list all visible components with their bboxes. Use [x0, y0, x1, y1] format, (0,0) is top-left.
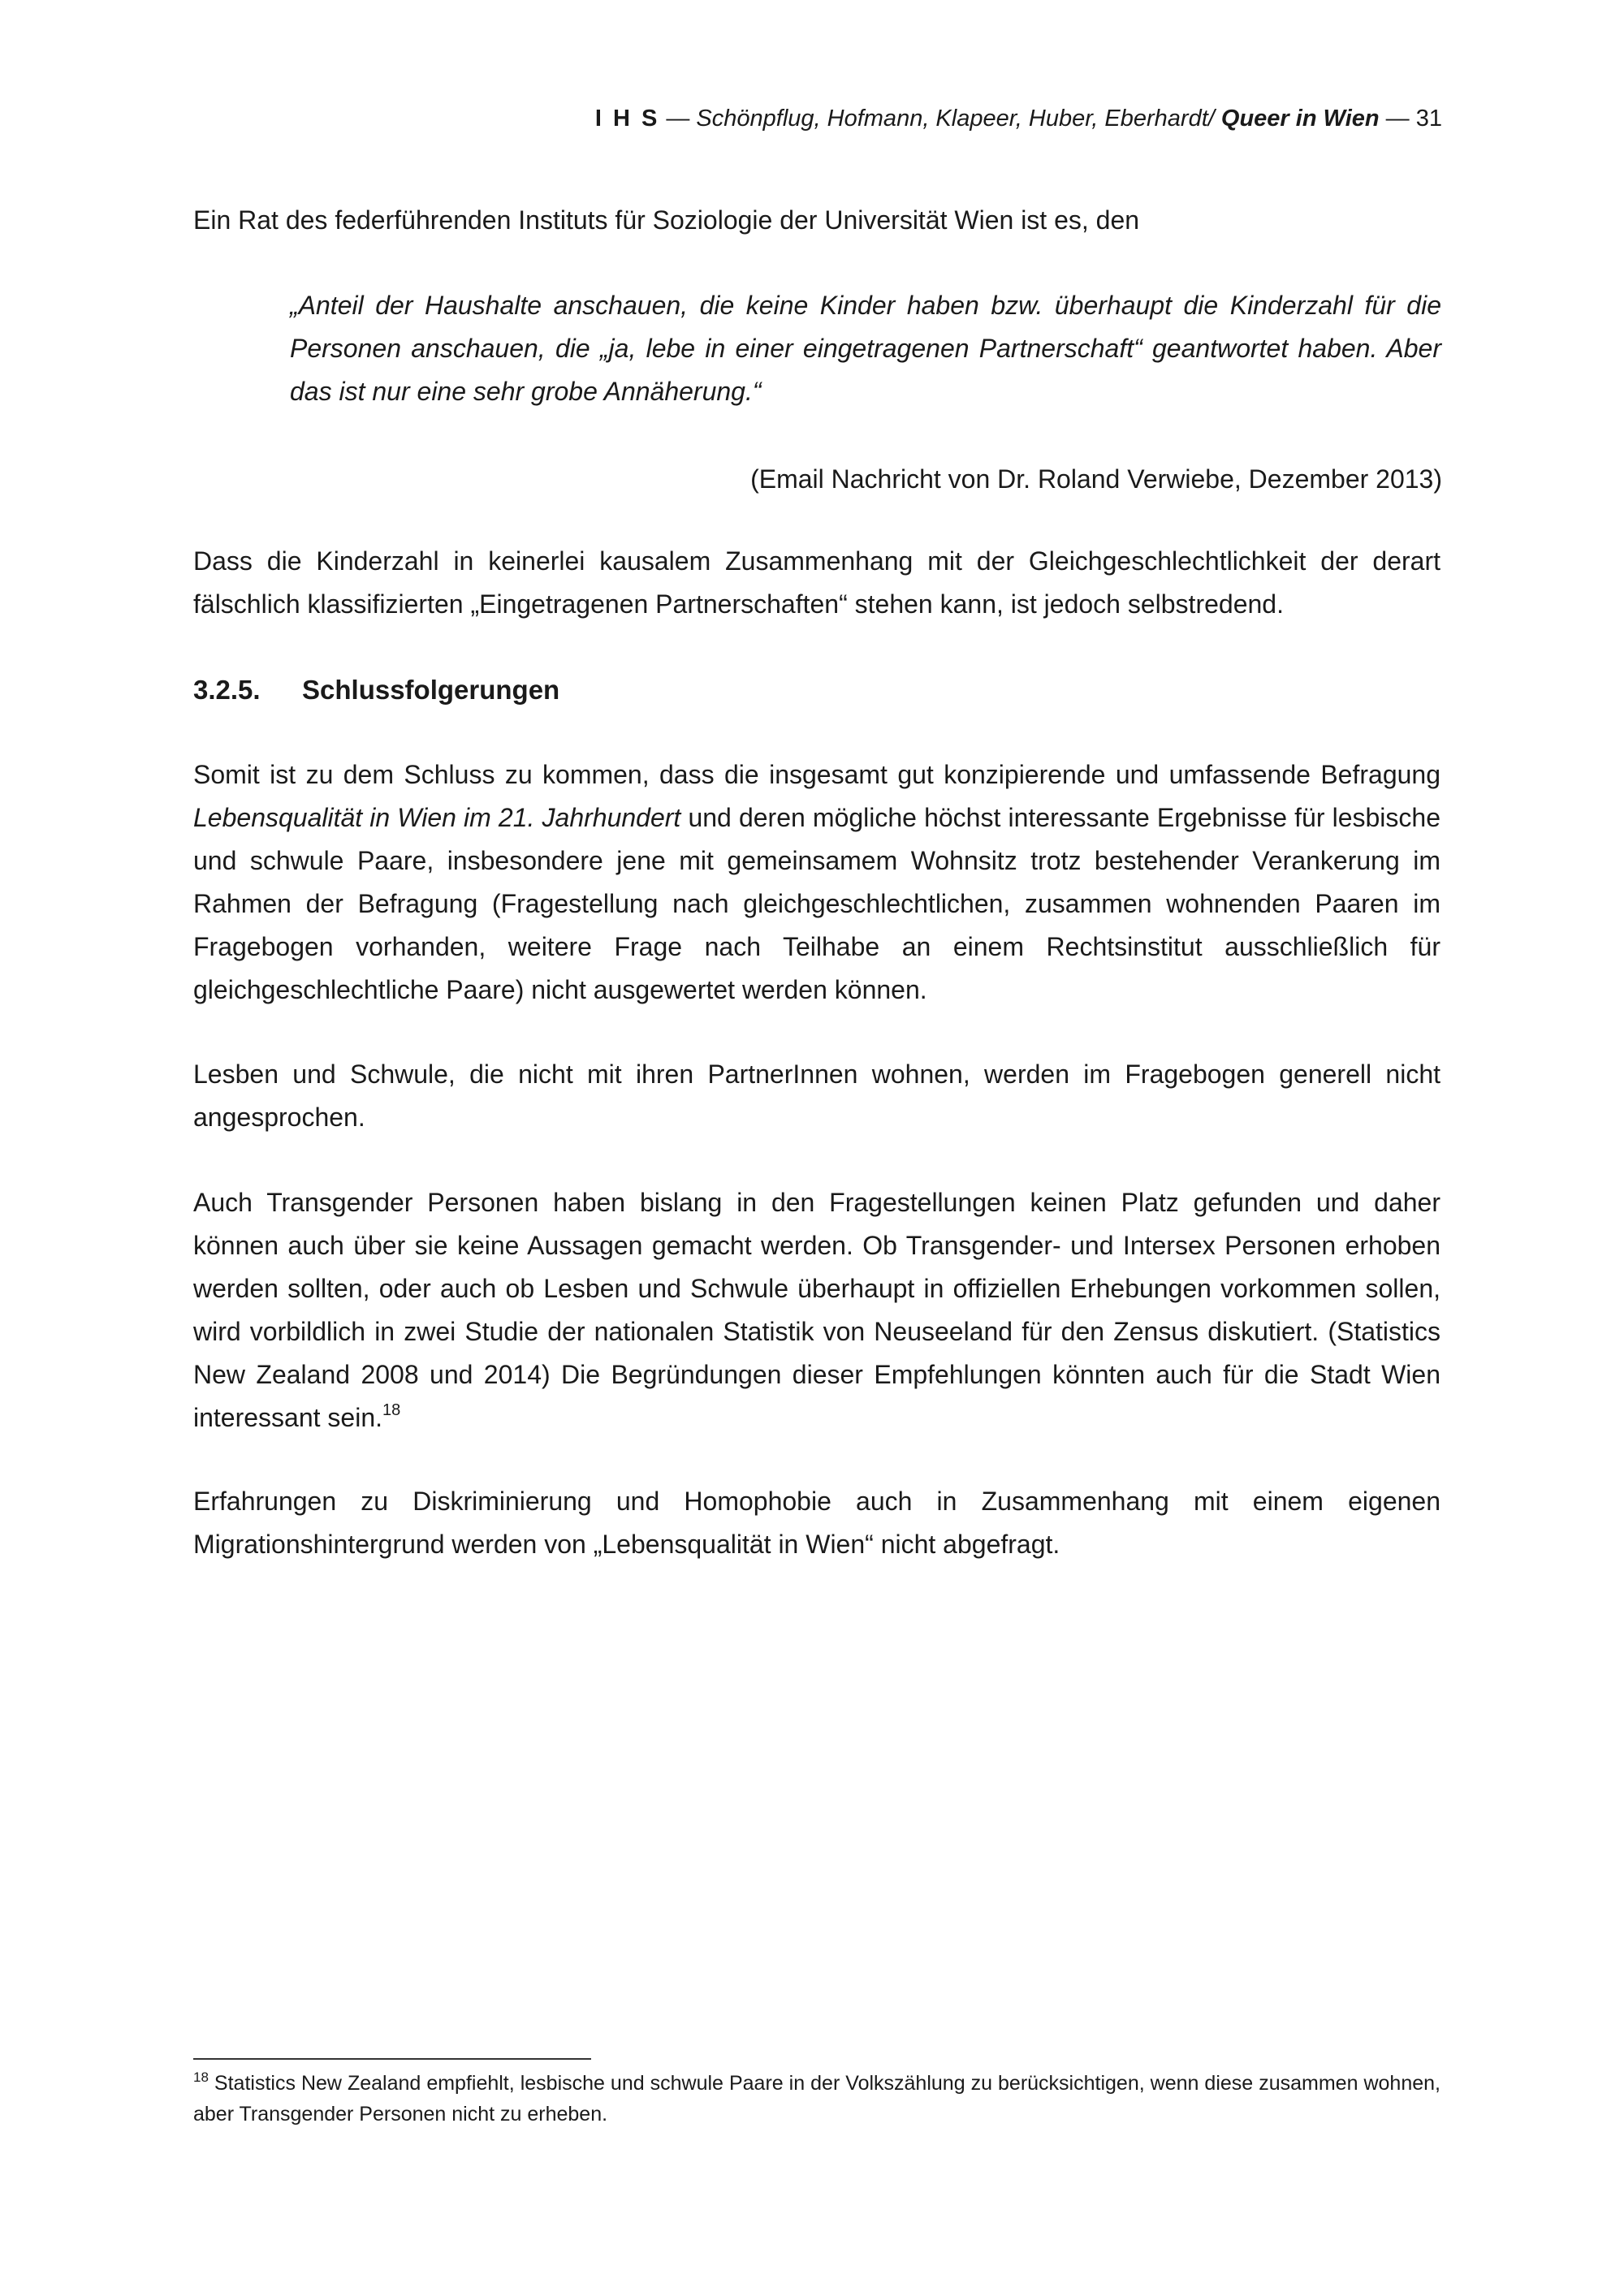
paragraph-somit-text: Somit ist zu dem Schluss zu kommen, dass die insgesamt gut konzipierende und umfassende Befragung: [193, 760, 1440, 789]
footnote-reference[interactable]: 18: [382, 1401, 401, 1419]
section-heading: [193, 668, 559, 711]
section-title: Schlussfolgerungen: [302, 675, 560, 705]
block-quote: „Anteil der Haushalte anschauen, die keine Kinder haben bzw. überhaupt die Kinderzahl für die Personen anschauen, die „ja, lebe in einer eingetragenen Partnerschaft“ geantwortet haben. Aber das ist nur eine sehr grobe Annäherung.“: [290, 291, 1441, 406]
paragraph-somit-text: und deren mögliche höchst interessante Ergebnisse für lesbische und schwule Paare, insbesondere jene mit gemeinsamem Wohnsitz trotz bestehender Verankerung im Rahmen der Befragung (Fragestellung nach gleichgeschlechtlichen, zusammen wohnenden Paaren im Fragebogen vorhanden, weitere Frage nach Teilhabe an einem Rechtsinstitut ausschließlich für gleichgeschlechtliche Paare) nicht ausgewertet werden können.: [193, 803, 1441, 1004]
footnote-number: 18: [193, 2069, 209, 2085]
quote-source: (Email Nachricht von Dr. Roland Verwiebe, Dezember 2013): [750, 464, 1442, 494]
intro-paragraph: Ein Rat des federführenden Instituts für Soziologie der Universität Wien ist es, den: [193, 205, 1140, 235]
paragraph-lesben: Lesben und Schwule, die nicht mit ihren PartnerInnen wohnen, werden im Fragebogen generell nicht angesprochen.: [193, 1060, 1440, 1132]
header-title: Queer in Wien: [1214, 106, 1380, 132]
survey-title-italic: Lebensqualität in Wien im 21. Jahrhundert: [193, 803, 681, 832]
paragraph-transgender-text: Auch Transgender Personen haben bislang in den Fragestellungen keinen Platz gefunden und daher können auch über sie keine Aussagen gemacht werden. Ob Transgender- und Intersex Personen erhoben werden sollten, oder auch ob Lesben und Schwule überhaupt in offiziellen Erhebungen vorkommen sollen, wird vorbildlich in zwei Studie der nationalen Statistik von Neuseeland für den Zensus diskutiert. (Statistics New Zealand 2008 und 2014) Die Begründungen dieser Empfehlungen könnten auch für die Stadt Wien interessant sein.: [193, 1188, 1440, 1432]
paragraph-transgender: [193, 1181, 1440, 1439]
header-dash: —: [659, 106, 697, 132]
footnote: [193, 2068, 1440, 2130]
footnote-divider: [193, 2058, 591, 2060]
footnote-text: Statistics New Zealand empfiehlt, lesbische und schwule Paare in der Volkszählung zu berücksichtigen, wenn diese zusammen wohnen, aber Transgender Personen nicht zu erheben.: [193, 2072, 1440, 2126]
section-number: 3.2.5.: [193, 675, 261, 705]
page-number: 31: [1415, 106, 1442, 132]
running-header: [595, 104, 1442, 133]
header-institute: I H S: [594, 106, 660, 132]
header-dash: —: [1379, 106, 1416, 132]
header-authors: Schönpflug, Hofmann, Klapeer, Huber, Eberhardt/: [696, 106, 1215, 132]
paragraph-kinderzahl: Dass die Kinderzahl in keinerlei kausalem Zusammenhang mit der Gleichgeschlechtlichkeit der derart fälschlich klassifizierten „Eingetragenen Partnerschaften“ stehen kann, ist jedoch selbstredend.: [193, 546, 1440, 619]
paragraph-erfahrungen: Erfahrungen zu Diskriminierung und Homophobie auch in Zusammenhang mit einem eigenen Migrationshintergrund werden von „Lebensqualität in Wien“ nicht abgefragt.: [193, 1487, 1440, 1559]
paragraph-somit: [193, 753, 1440, 1012]
